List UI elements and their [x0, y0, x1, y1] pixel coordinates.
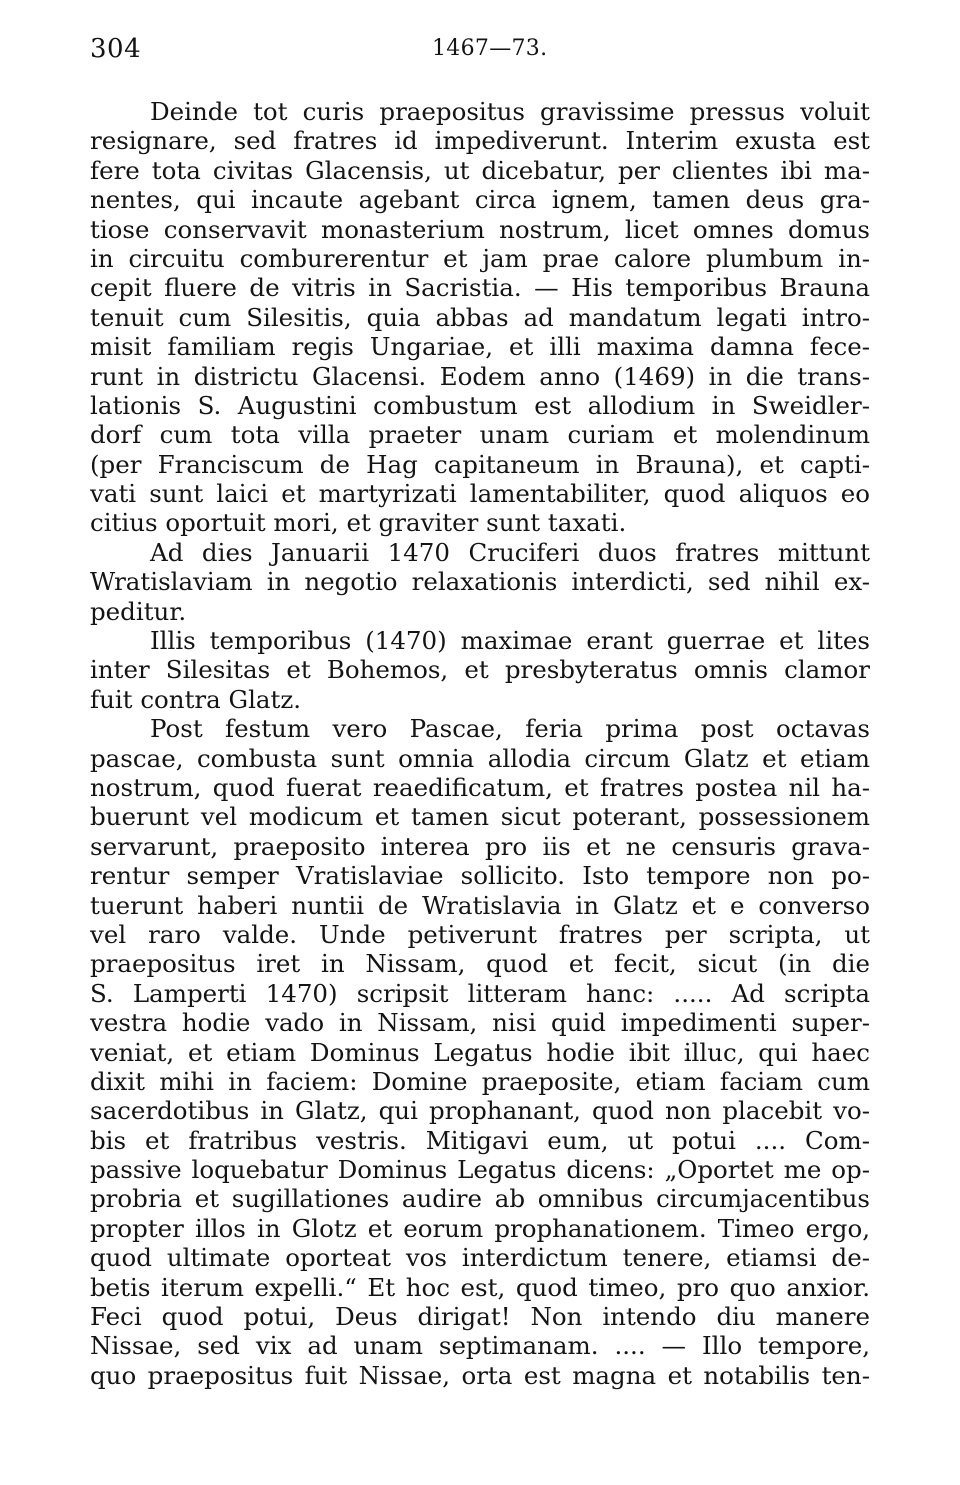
- text-line: vati sunt laici et martyrizati lamentabiliter, quod aliquos eo: [90, 479, 870, 509]
- text-line: S. Lamperti 1470) scripsit litteram hanc: ..... Ad scripta: [90, 978, 870, 1008]
- running-head: 1467—73.: [432, 36, 548, 61]
- text-line: quo praepositus fuit Nissae, orta est magna et notabilis ten-: [90, 1360, 870, 1390]
- text-line: servarunt, praeposito interea pro iis et ne censuris grava-: [90, 831, 870, 861]
- text-line: vel raro valde. Unde petiverunt fratres per scripta, ut: [90, 919, 870, 949]
- text-line: peditur.: [90, 596, 187, 626]
- text-line: propter illos in Glotz et eorum prophanationem. Timeo ergo,: [90, 1213, 870, 1243]
- text-line: fere tota civitas Glacensis, ut dicebatur, per clientes ibi ma-: [90, 155, 870, 185]
- page-number: 304: [90, 34, 142, 64]
- text-line: probria et sugillationes audire ab omnibus circumjacentibus: [90, 1184, 870, 1214]
- text-line: Illis temporibus (1470) maximae erant guerrae et lites: [150, 626, 870, 656]
- text-line: lationis S. Augustini combustum est allodium in Sweidler-: [90, 390, 870, 420]
- text-line: Feci quod potui, Deus dirigat! Non intendo diu manere: [90, 1302, 870, 1332]
- text-line: citius oportuit mori, et graviter sunt taxati.: [90, 508, 627, 538]
- text-line: fuit contra Glatz.: [90, 684, 302, 714]
- text-line: quod ultimate oporteat vos interdictum tenere, etiamsi de-: [90, 1243, 870, 1273]
- text-line: inter Silesitas et Bohemos, et presbyteratus omnis clamor: [90, 655, 870, 685]
- text-line: tuerunt haberi nuntii de Wratislavia in Glatz et e converso: [90, 890, 870, 920]
- text-line: praepositus iret in Nissam, quod et fecit, sicut (in die: [90, 949, 870, 979]
- text-line: passive loquebatur Dominus Legatus dicens: „Oportet me op-: [90, 1155, 870, 1185]
- text-line: nostrum, quod fuerat reaedificatum, et fratres postea nil ha-: [90, 772, 870, 802]
- page-header: [90, 34, 870, 70]
- text-line: bis et fratribus vestris. Mitigavi eum, ut potui .... Com-: [90, 1125, 870, 1155]
- text-line: in circuitu comburerentur et jam prae calore plumbum in-: [90, 243, 870, 273]
- text-line: Deinde tot curis praepositus gravissime pressus voluit: [150, 97, 870, 126]
- text-line: buerunt vel modicum et tamen sicut poterant, possessionem: [90, 802, 870, 832]
- text-line: misit familiam regis Ungariae, et illi maxima damna fece-: [90, 332, 870, 362]
- text-line: runt in districtu Glacensi. Eodem anno (1469) in die trans-: [90, 361, 870, 391]
- text-line: cepit fluere de vitris in Sacristia. — His temporibus Brauna: [90, 273, 870, 303]
- text-line: dixit mihi in faciem: Domine praeposite, etiam faciam cum: [90, 1066, 870, 1096]
- text-line: betis iterum expelli.“ Et hoc est, quod timeo, pro quo anxior.: [90, 1272, 870, 1302]
- text-line: nentes, qui incaute agebant circa ignem, tamen deus gra-: [90, 185, 870, 215]
- text-line: Post festum vero Pascae, feria prima post octavas: [150, 714, 870, 744]
- text-line: veniat, et etiam Dominus Legatus hodie ibit illuc, qui haec: [90, 1037, 870, 1067]
- text-line: Nissae, sed vix ad unam septimanam. .... — Illo tempore,: [90, 1331, 870, 1361]
- text-line: (per Franciscum de Hag capitaneum in Brauna), et capti-: [90, 449, 870, 479]
- text-line: Ad dies Januarii 1470 Cruciferi duos fratres mittunt: [150, 537, 870, 567]
- text-line: tenuit cum Silesitis, quia abbas ad mandatum legati intro-: [90, 302, 870, 332]
- text-line: rentur semper Vratislaviae sollicito. Isto tempore non po-: [90, 861, 870, 891]
- body-text: [90, 97, 870, 1390]
- text-line: sacerdotibus in Glatz, qui prophanant, quod non placebit vo-: [90, 1096, 870, 1126]
- text-line: Wratislaviam in negotio relaxationis interdicti, sed nihil ex-: [90, 567, 870, 597]
- text-line: vestra hodie vado in Nissam, nisi quid impedimenti super-: [90, 1008, 870, 1038]
- text-line: resignare, sed fratres id impediverunt. Interim exusta est: [90, 126, 870, 156]
- text-line: tiose conservavit monasterium nostrum, licet omnes domus: [90, 214, 870, 244]
- text-line: dorf cum tota villa praeter unam curiam et molendinum: [90, 420, 870, 450]
- text-line: pascae, combusta sunt omnia allodia circum Glatz et etiam: [90, 743, 870, 773]
